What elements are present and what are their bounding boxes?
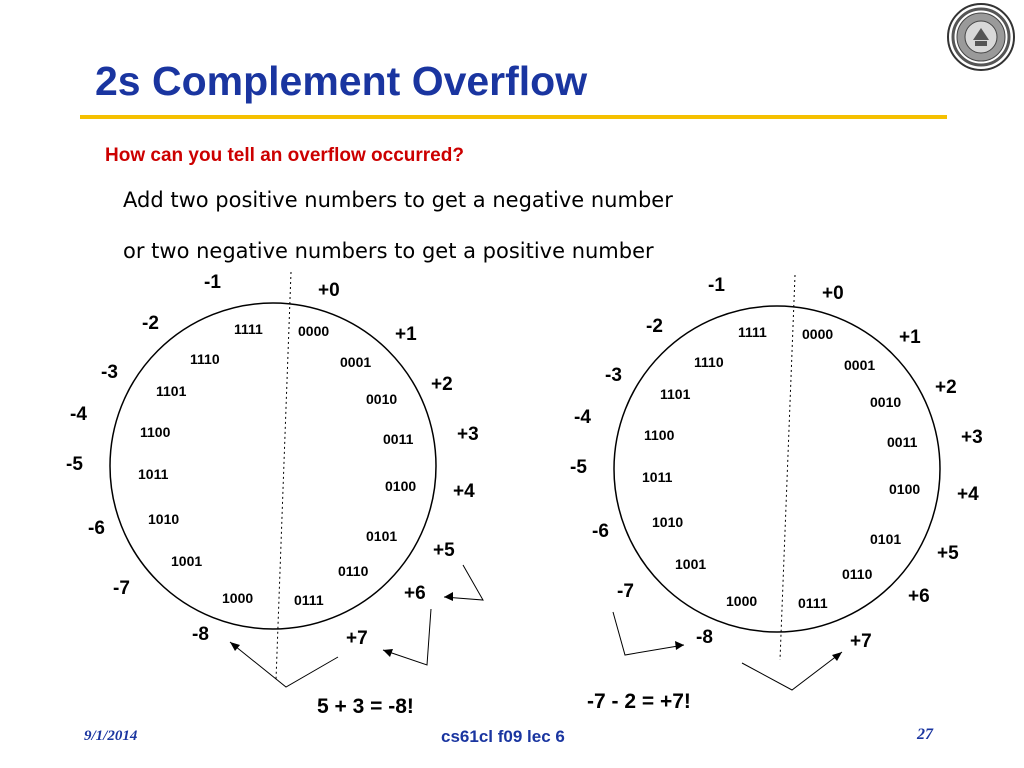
right-equation: -7 - 2 = +7! [587,690,691,713]
right-dec-7: +7 [850,631,872,652]
left-arrow-head-7 [383,649,393,657]
left-bin-5: 0101 [366,528,398,544]
right-dec-10: -6 [592,521,609,542]
left-bin-7: 0111 [294,592,324,608]
left-dec-7: +7 [346,628,368,649]
left-arrow-6-to-7 [383,609,431,665]
right-dec-3: +3 [961,427,983,448]
right-arrow-minus7-to-minus8 [613,612,684,655]
left-bin-10: 1010 [148,511,180,527]
overflow-question: How can you tell an overflow occurred? [105,145,464,166]
left-equation: 5 + 3 = -8! [317,695,414,718]
left-dec-15: -1 [204,272,221,293]
right-dec-15: -1 [708,275,725,296]
left-arrow-7-to-minus8 [230,642,338,687]
right-bin-0: 0000 [802,326,834,342]
right-bin-2: 0010 [870,394,902,410]
slide-title: 2s Complement Overflow [95,58,588,104]
right-bin-6: 0110 [842,566,873,582]
right-bin-12: 1100 [644,427,675,443]
right-dec-11: -5 [570,457,587,478]
rule-positive: Add two positive numbers to get a negative number [123,188,673,212]
footer-page-number: 27 [917,726,933,743]
right-bin-4: 0100 [889,481,921,497]
right-dec-1: +1 [899,327,921,348]
footer-course: cs61cl f09 lec 6 [441,727,565,746]
left-dec-0: +0 [318,280,340,301]
left-bin-12: 1100 [140,424,171,440]
left-wheel-divider [276,272,291,680]
right-bin-9: 1001 [675,556,707,572]
right-dec-13: -3 [605,365,622,386]
left-bin-2: 0010 [366,391,398,407]
left-dec-12: -4 [70,404,87,425]
right-dec-5: +5 [937,543,959,564]
left-bin-1: 0001 [340,354,372,370]
right-arrow-head-minus8 [675,641,684,650]
right-bin-5: 0101 [870,531,902,547]
right-bin-13: 1101 [660,386,691,402]
right-bin-10: 1010 [652,514,684,530]
left-dec-10: -6 [88,518,105,539]
left-bin-14: 1110 [190,351,220,367]
rule-negative: or two negative numbers to get a positive number [123,239,654,263]
right-dec-2: +2 [935,377,957,398]
left-dec-13: -3 [101,362,118,383]
footer-date: 9/1/2014 [84,728,138,744]
left-bin-13: 1101 [156,383,187,399]
right-bin-7: 0111 [798,595,828,611]
left-dec-5: +5 [433,540,455,561]
left-dec-2: +2 [431,374,453,395]
right-bin-8: 1000 [726,593,758,609]
left-bin-15: 1111 [234,321,263,337]
right-arrow-minus8-to-7 [742,652,842,690]
left-bin-11: 1011 [138,466,169,482]
left-wheel [66,272,483,718]
left-dec-4: +4 [453,481,475,502]
left-dec-14: -2 [142,313,159,334]
right-bin-15: 1111 [738,324,767,340]
left-bin-4: 0100 [385,478,417,494]
left-bin-9: 1001 [171,553,203,569]
left-dec-3: +3 [457,424,479,445]
right-arrow-head-7 [832,652,842,661]
left-bin-8: 1000 [222,590,254,606]
left-dec-6: +6 [404,583,426,604]
left-dec-9: -7 [113,578,130,599]
right-dec-14: -2 [646,316,663,337]
left-bin-0: 0000 [298,323,330,339]
right-bin-1: 0001 [844,357,876,373]
right-bin-3: 0011 [887,434,918,450]
right-dec-6: +6 [908,586,930,607]
left-bin-6: 0110 [338,563,369,579]
right-wheel [570,275,983,713]
right-dec-8: -8 [696,627,713,648]
right-dec-12: -4 [574,407,591,428]
left-arrow-head-6 [444,592,453,601]
left-dec-1: +1 [395,324,417,345]
left-dec-11: -5 [66,454,83,475]
right-dec-0: +0 [822,283,844,304]
left-dec-8: -8 [192,624,209,645]
right-dec-4: +4 [957,484,979,505]
right-bin-14: 1110 [694,354,724,370]
right-bin-11: 1011 [642,469,673,485]
left-bin-3: 0011 [383,431,414,447]
right-dec-9: -7 [617,581,634,602]
left-arrow-head-minus8 [230,642,240,651]
right-wheel-divider [780,275,795,660]
